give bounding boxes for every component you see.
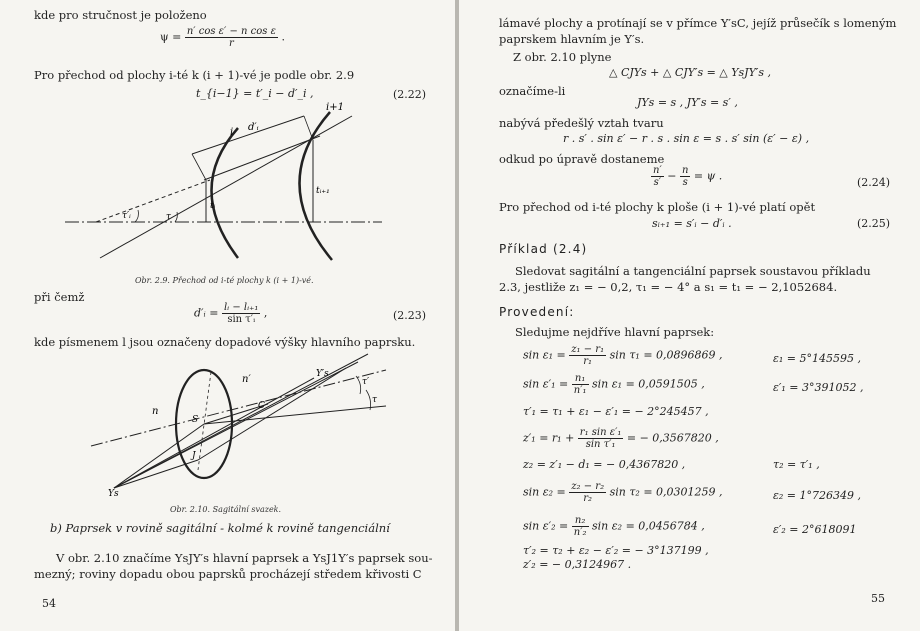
prechod-text: Pro přechod od i-té plochy k ploše (i + 1)-vé platí opět	[499, 200, 816, 214]
label-Ys: Ys	[108, 489, 119, 499]
eq-2-23-tail: ,	[263, 306, 268, 320]
eq-2-24-b-den: s	[682, 177, 688, 188]
calc-row	[523, 458, 685, 471]
eq-2-24-frac-b	[680, 165, 690, 188]
calc-frac-num: n₁	[572, 373, 589, 385]
calc-rest: = − 0,3567820 ,	[626, 431, 719, 445]
eq-2-24	[651, 165, 722, 188]
calc-fraction	[569, 344, 606, 367]
pri-cemz: při čemž	[34, 290, 85, 304]
calc-row	[523, 515, 705, 538]
calc-lhs: sin ε₁ =	[523, 348, 566, 362]
calc-frac-den: r₁	[583, 356, 593, 367]
calc-side-result: τ₂ = τ′₁ ,	[773, 458, 820, 471]
nabyva-text: nabývá předešlý vztah tvaru	[499, 116, 664, 130]
calc-row	[523, 405, 709, 418]
calc-frac-den: sin τ′₁	[585, 439, 616, 450]
eq-2-25: sᵢ₊₁ = s′ᵢ − d′ᵢ .	[652, 217, 732, 230]
label-i: i	[230, 127, 234, 138]
figure-2-10	[86, 350, 406, 500]
calc-lhs: z′₁ = r₁ +	[523, 431, 575, 445]
cont-line-1: lámavé plochy a protínají se v přímce Y′sC, jejíž průsečík s lomeným	[499, 16, 897, 30]
calc-side-result: ε₂ = 1°726349 ,	[773, 489, 862, 502]
transition-text: Pro přechod od plochy i-té k (i + 1)-vé je podle obr. 2.9	[34, 68, 355, 82]
r-equation: r . s′ . sin ε′ − r . s . sin ε = s . s′ sin (ε′ − ε) ,	[563, 132, 810, 145]
label-t: tᵢ	[210, 201, 216, 211]
calc-frac-den: n′₂	[573, 527, 587, 538]
calc-fraction	[578, 427, 624, 450]
psi-den: r	[229, 38, 234, 49]
eq-2-24-b-num: n	[681, 165, 689, 176]
calc-lhs: sin ε₂ =	[523, 485, 566, 499]
sledovat-line-2: 2.3, jestliže z₁ = − 0,2, τ₁ = − 4° a s₁ = t₁ = − 2,1052684.	[499, 280, 838, 294]
label-tau: τ	[166, 212, 171, 222]
sledujme-text: Sledujme nejdříve hlavní paprsek:	[515, 325, 715, 339]
intro-text: kde pro stručnost je položeno	[34, 8, 207, 22]
label-tau1: τ′ᵢ	[122, 211, 131, 221]
label-S: S	[192, 415, 199, 425]
calc-frac-num: r₁ sin ε′₁	[579, 427, 622, 438]
psi-tail: .	[281, 30, 285, 44]
page-number-right: 55	[871, 592, 885, 605]
eq-2-23-lhs: d′ᵢ =	[194, 306, 219, 320]
calc-frac-num: n₂	[572, 515, 589, 527]
calc-rest: sin ε₂ = 0,0456784 ,	[592, 519, 705, 533]
psi-num: n′ cos ε′ − n cos ε	[186, 26, 276, 37]
paragraph-line-1: V obr. 2.10 značíme YsJY′s hlavní paprsek a YsJ1Y′s paprsek sou-	[56, 551, 433, 565]
psi-fraction	[185, 26, 278, 49]
eq-2-24-a-den: s′	[653, 177, 662, 188]
eq-2-24-a-num: n′	[653, 165, 662, 176]
eq-2-22: t_{i−1} = t′_i − d′_i ,	[196, 87, 314, 100]
calc-lhs: τ′₁ = τ₁ + ε₁ − ε′₁ = − 2°245457 ,	[523, 405, 709, 418]
triangle-equation: △ CJYs + △ CJY′s = △ YsJY′s ,	[609, 66, 771, 79]
label-t1: tᵢ₊₁	[316, 186, 330, 196]
calc-row	[523, 427, 719, 450]
calc-frac-num: z₁ − r₁	[571, 344, 605, 355]
eq-2-24-minus: −	[667, 169, 677, 183]
calc-lhs: τ′₂ = τ₂ + ε₂ − ε′₂ = − 3°137199 ,	[523, 544, 709, 557]
calc-lhs: sin ε′₁ =	[523, 377, 569, 391]
calc-rest: sin τ₁ = 0,0896869 ,	[609, 348, 723, 362]
calc-row	[523, 558, 631, 571]
calc-side-result: ε′₁ = 3°391052 ,	[773, 381, 864, 394]
label-tau1: τ′	[362, 377, 370, 387]
calc-side-result: ε₁ = 5°145595 ,	[773, 352, 862, 365]
eq-2-23-num: lᵢ − lᵢ₊₁	[223, 302, 259, 313]
calc-row	[523, 481, 723, 504]
label-C: C	[258, 401, 265, 411]
calc-lhs: z₂ = z′₁ − d₁ = − 0,4367820 ,	[523, 458, 686, 471]
page-left	[0, 0, 455, 631]
figure-2-9	[60, 98, 395, 268]
fig-2-10-caption: Obr. 2.10. Sagitální svazek.	[170, 505, 282, 514]
calc-fraction	[572, 373, 589, 396]
label-Y1: Y′s	[316, 369, 329, 379]
kde-text: kde písmenem l jsou označeny dopadové výšky hlavního paprsku.	[34, 335, 416, 349]
label-i1: i+1	[326, 102, 344, 113]
jy-equation: JYs = s , JY′s = s′ ,	[637, 96, 738, 109]
priklad-heading: Příklad (2.4)	[499, 242, 588, 256]
calc-rest: sin ε₁ = 0,0591505 ,	[592, 377, 705, 391]
eq-2-22-number: (2.22)	[393, 88, 427, 101]
label-n1: n′	[242, 374, 251, 385]
calc-frac-den: r₂	[583, 493, 593, 504]
fig-2-9-caption: Obr. 2.9. Přechod od i-té plochy k (i + 1)-vé.	[135, 276, 314, 285]
eq-2-23-fraction	[222, 302, 260, 325]
eq-2-23	[194, 302, 267, 325]
calc-row	[523, 344, 723, 367]
eq-2-24-number: (2.24)	[857, 176, 891, 189]
label-d: d′ᵢ	[248, 122, 259, 133]
calc-fraction	[569, 481, 606, 504]
provedeni-heading: Provedení:	[499, 305, 575, 319]
calc-frac-num: z₂ − r₂	[571, 481, 605, 492]
calc-lhs: z′₂ = − 0,3124967 .	[523, 558, 632, 571]
calc-rest: sin τ₂ = 0,0301259 ,	[609, 485, 723, 499]
label-n: n	[152, 406, 159, 417]
cont-line-2: paprskem hlavním je Y′s.	[499, 32, 645, 46]
calc-fraction	[572, 515, 589, 538]
label-tau: τ	[372, 395, 377, 405]
sledovat-line-1: Sledovat sagitální a tangenciální paprsek soustavou příkladu	[515, 264, 871, 278]
page-number-left: 54	[42, 597, 56, 610]
eq-2-23-den: sin τ′ᵢ	[227, 314, 256, 325]
calc-row	[523, 544, 709, 557]
paragraph-line-2: mezný; roviny dopadu obou paprsků procházejí středem křivosti C	[34, 567, 422, 581]
eq-2-24-frac-a	[651, 165, 664, 188]
calc-lhs: sin ε′₂ =	[523, 519, 569, 533]
odkud-text: odkud po úpravě dostaneme	[499, 152, 665, 166]
eq-2-25-number: (2.25)	[857, 217, 891, 230]
label-J: J	[192, 451, 196, 461]
page-right	[459, 0, 920, 631]
zobr-text: Z obr. 2.10 plyne	[513, 50, 612, 64]
calc-row	[523, 373, 705, 396]
psi-equation	[160, 26, 285, 49]
psi-lhs: ψ =	[160, 30, 182, 44]
eq-2-24-tail: = ψ .	[693, 169, 723, 183]
eq-2-23-number: (2.23)	[393, 309, 427, 322]
oznacime-text: označíme-li	[499, 84, 566, 98]
section-b-heading: b) Paprsek v rovině sagitální - kolmé k rovině tangenciální	[50, 521, 390, 535]
calc-side-result: ε′₂ = 2°618091	[773, 523, 857, 536]
calc-frac-den: n′₁	[573, 385, 587, 396]
